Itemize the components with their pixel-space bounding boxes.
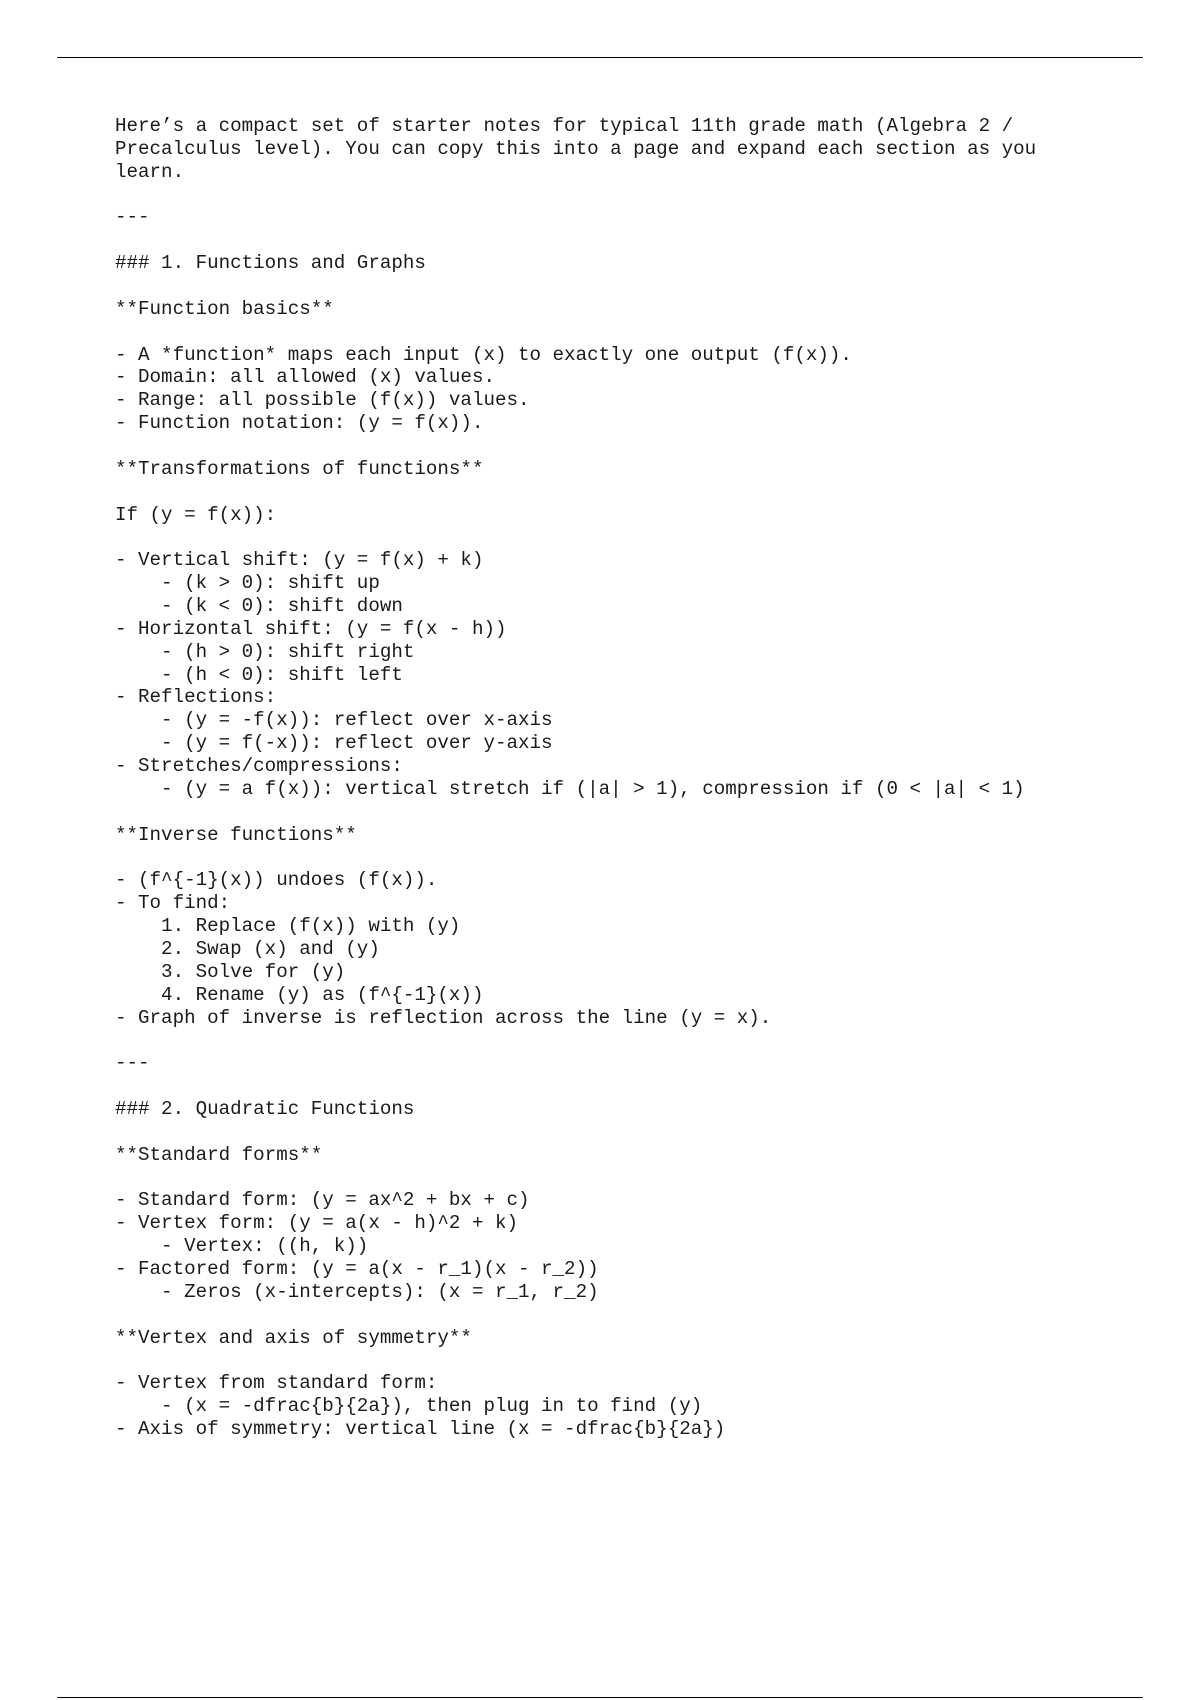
sub-list-item: - Vertex: ((h, k)) [115, 1235, 369, 1258]
top-rule [57, 57, 1143, 58]
numbered-item: 4. Rename (y) as (f^{-1}(x)) [115, 983, 484, 1006]
list-item: - Function notation: (y = f(x)). [115, 412, 484, 435]
list-item: - Vertical shift: (y = f(x) + k) [115, 549, 484, 572]
bottom-rule [57, 1697, 1143, 1698]
subheading-inverse-functions: **Inverse functions** [115, 823, 357, 846]
sub-list-item: - Zeros (x-intercepts): (x = r_1, r_2) [115, 1280, 599, 1303]
numbered-item: 1. Replace (f(x)) with (y) [115, 915, 461, 938]
list-item: - To find: [115, 892, 231, 915]
intro-line-2: Precalculus level). You can copy this into a page and expand each section as you [115, 137, 1037, 160]
numbered-item: 2. Swap (x) and (y) [115, 937, 380, 960]
separator: --- [115, 1052, 150, 1075]
list-item: - Stretches/compressions: [115, 755, 403, 778]
list-item: - A *function* maps each input (x) to exactly one output (f(x)). [115, 343, 852, 366]
list-item: - Range: all possible (f(x)) values. [115, 389, 530, 412]
blank-line [115, 1029, 1155, 1052]
blank-line [115, 1121, 1155, 1144]
blank-line [115, 321, 1155, 344]
list-item: - Domain: all allowed (x) values. [115, 366, 495, 389]
list-item: - Factored form: (y = a(x - r_1)(x - r_2)) [115, 1257, 599, 1280]
sub-list-item: - (h > 0): shift right [115, 640, 415, 663]
sub-list-item: - (y = f(-x)): reflect over y-axis [115, 732, 553, 755]
document-body [115, 115, 1155, 1441]
list-item: - Graph of inverse is reflection across the line (y = x). [115, 1006, 772, 1029]
blank-line [115, 526, 1155, 549]
blank-line [115, 847, 1155, 870]
sub-list-item: - (k > 0): shift up [115, 572, 380, 595]
blank-line [115, 184, 1155, 207]
blank-line [115, 229, 1155, 252]
subheading-standard-forms: **Standard forms** [115, 1143, 323, 1166]
section-heading-quadratics: ### 2. Quadratic Functions [115, 1097, 415, 1120]
subheading-vertex-axis: **Vertex and axis of symmetry** [115, 1326, 472, 1349]
subheading-transformations: **Transformations of functions** [115, 457, 484, 480]
sub-list-item: - (x = -dfrac{b}{2a}), then plug in to find (y) [115, 1395, 703, 1418]
list-item: - Vertex form: (y = a(x - h)^2 + k) [115, 1212, 519, 1235]
blank-line [115, 1075, 1155, 1098]
blank-line [115, 1167, 1155, 1190]
sub-list-item: - (y = -f(x)): reflect over x-axis [115, 709, 553, 732]
blank-line [115, 481, 1155, 504]
blank-line [115, 1304, 1155, 1327]
subheading-function-basics: **Function basics** [115, 297, 334, 320]
numbered-item: 3. Solve for (y) [115, 960, 346, 983]
sub-list-item: - (k < 0): shift down [115, 595, 403, 618]
sub-list-item: - (y = a f(x)): vertical stretch if (|a| > 1), compression if (0 < |a| < 1) [115, 777, 1025, 800]
blank-line [115, 801, 1155, 824]
section-heading-functions: ### 1. Functions and Graphs [115, 252, 426, 275]
list-item: - Axis of symmetry: vertical line (x = -dfrac{b}{2a}) [115, 1417, 726, 1440]
list-item: - Reflections: [115, 686, 277, 709]
list-item: - Horizontal shift: (y = f(x - h)) [115, 617, 507, 640]
sub-list-item: - (h < 0): shift left [115, 663, 403, 686]
list-item: - Standard form: (y = ax^2 + bx + c) [115, 1189, 530, 1212]
paragraph-line: If (y = f(x)): [115, 503, 277, 526]
blank-line [115, 435, 1155, 458]
separator: --- [115, 206, 150, 229]
list-item: - (f^{-1}(x)) undoes (f(x)). [115, 869, 438, 892]
intro-line-3: learn. [115, 160, 185, 183]
blank-line [115, 1349, 1155, 1372]
intro-line-1: Here’s a compact set of starter notes for typical 11th grade math (Algebra 2 / [115, 115, 1014, 137]
blank-line [115, 275, 1155, 298]
list-item: - Vertex from standard form: [115, 1372, 438, 1395]
